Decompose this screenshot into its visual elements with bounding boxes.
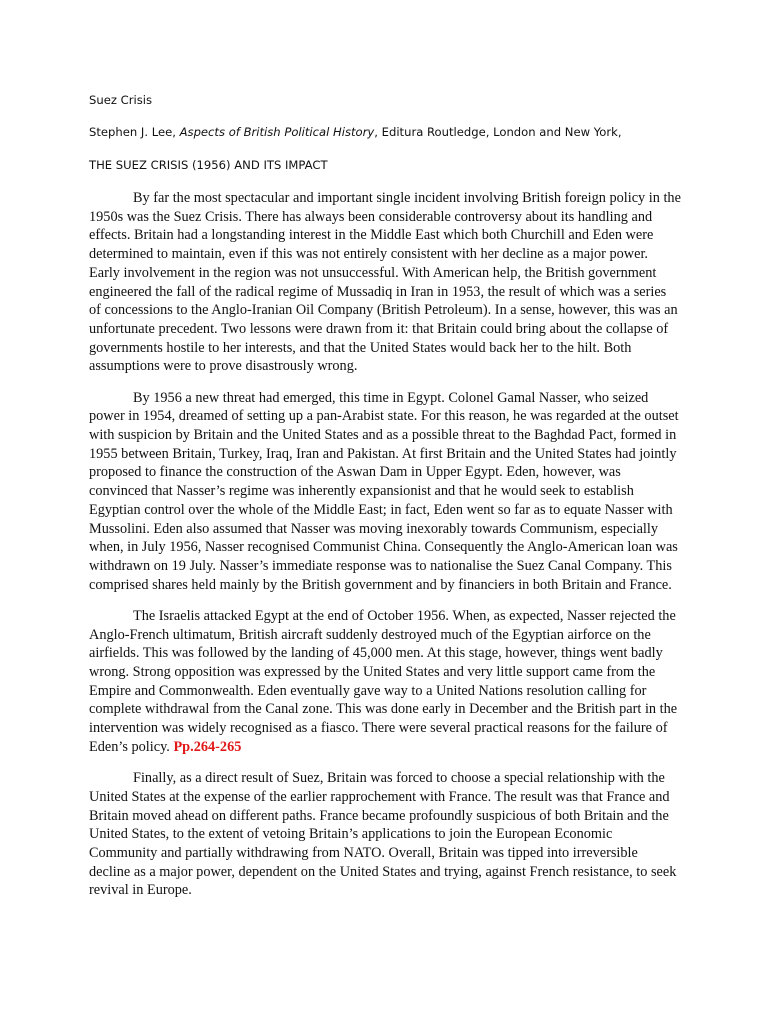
paragraph-1: By far the most spectacular and important single incident involving British foreign policy in the 1950s was the Suez Crisis. There has always been considerable controversy about its handling and effects. Britain had a longstanding interest in the Middle East which both Churchill and Eden were determined to maintain, even if this was not entirely consistent with her decline as a major power. Early involvement in the region was not unsuccessful. With American help, the British government engineered the fall of the radical regime of Mussadiq in Iran in 1953, the result of which was a series of concessions to the Anglo-Iranian Oil Company (British Petroleum). In a sense, however, this was an unfortunate precedent. Two lessons were drawn from it: that Britain could bring about the collapse of governments hostile to her interests, and that the United States would back her to the hilt. Both assumptions were to prove disastrously wrong. [89,190,681,375]
paragraph-2: By 1956 a new threat had emerged, this time in Egypt. Colonel Gamal Nasser, who seized power in 1954, dreamed of setting up a pan-Arabist state. For this reason, he was regarded at the outset with suspicion by Britain and the United States and as a possible threat to the Baghdad Pact, formed in 1955 between Britain, Turkey, Iraq, Iran and Pakistan. At first Britain and the United States had jointly proposed to finance the construction of the Aswan Dam in Upper Egypt. Eden, however, was convinced that Nasser’s regime was inherently expansionist and that he would seek to establish Egyptian control over the whole of the Middle East; in fact, Eden went so far as to equate Nasser with Mussolini. Eden also assumed that Nasser was moving inexorably towards Communism, especially when, in July 1956, Nasser recognised Communist China. Consequently the Anglo-American loan was withdrawn on 19 July. Nasser’s immediate response was to nationalise the Suez Canal Company. This comprised shares held mainly by the British government and by financiers in both Britain and France. [89,389,679,593]
page-reference: Pp.264-265 [173,738,242,755]
section-heading: THE SUEZ CRISIS (1956) AND ITS IMPACT [89,158,328,172]
citation-author: Stephen J. Lee, [89,125,180,139]
body-text [89,189,681,913]
paragraph-4: Finally, as a direct result of Suez, Britain was forced to choose a special relationship with the United States at the expense of the earlier rapprochement with France. The result was that France and Britain moved ahead on different paths. France became profoundly suspicious of both Britain and the United States, to the extent of vetoing Britain’s applications to join the European Economic Community and partially withdrawing from NATO. Overall, Britain was tipped into irreversible decline as a major power, dependent on the United States and trying, against French resistance, to seek revival in Europe. [89,770,677,899]
paragraph-3 [89,607,681,757]
citation-publisher: , Editura Routledge, London and New York, [374,125,622,139]
citation-book-title: Aspects of British Political History [179,125,375,139]
citation [89,124,622,140]
document-title: Suez Crisis [89,93,152,107]
paragraph-3-text: The Israelis attacked Egypt at the end of October 1956. When, as expected, Nasser rejected the Anglo-French ultimatum, British aircraft suddenly destroyed much of the Egyptian airforce on the airfields. This was followed by the landing of 45,000 men. At this stage, however, things went badly wrong. Strong opposition was expressed by the United States and very little support came from the Empire and Commonwealth. Eden eventually gave way to a United Nations resolution calling for complete withdrawal from the Canal zone. This was done early in December and the British part in the intervention was widely recognised as a fiasco. There were several practical reasons for the failure of Eden’s policy. [89,607,678,755]
